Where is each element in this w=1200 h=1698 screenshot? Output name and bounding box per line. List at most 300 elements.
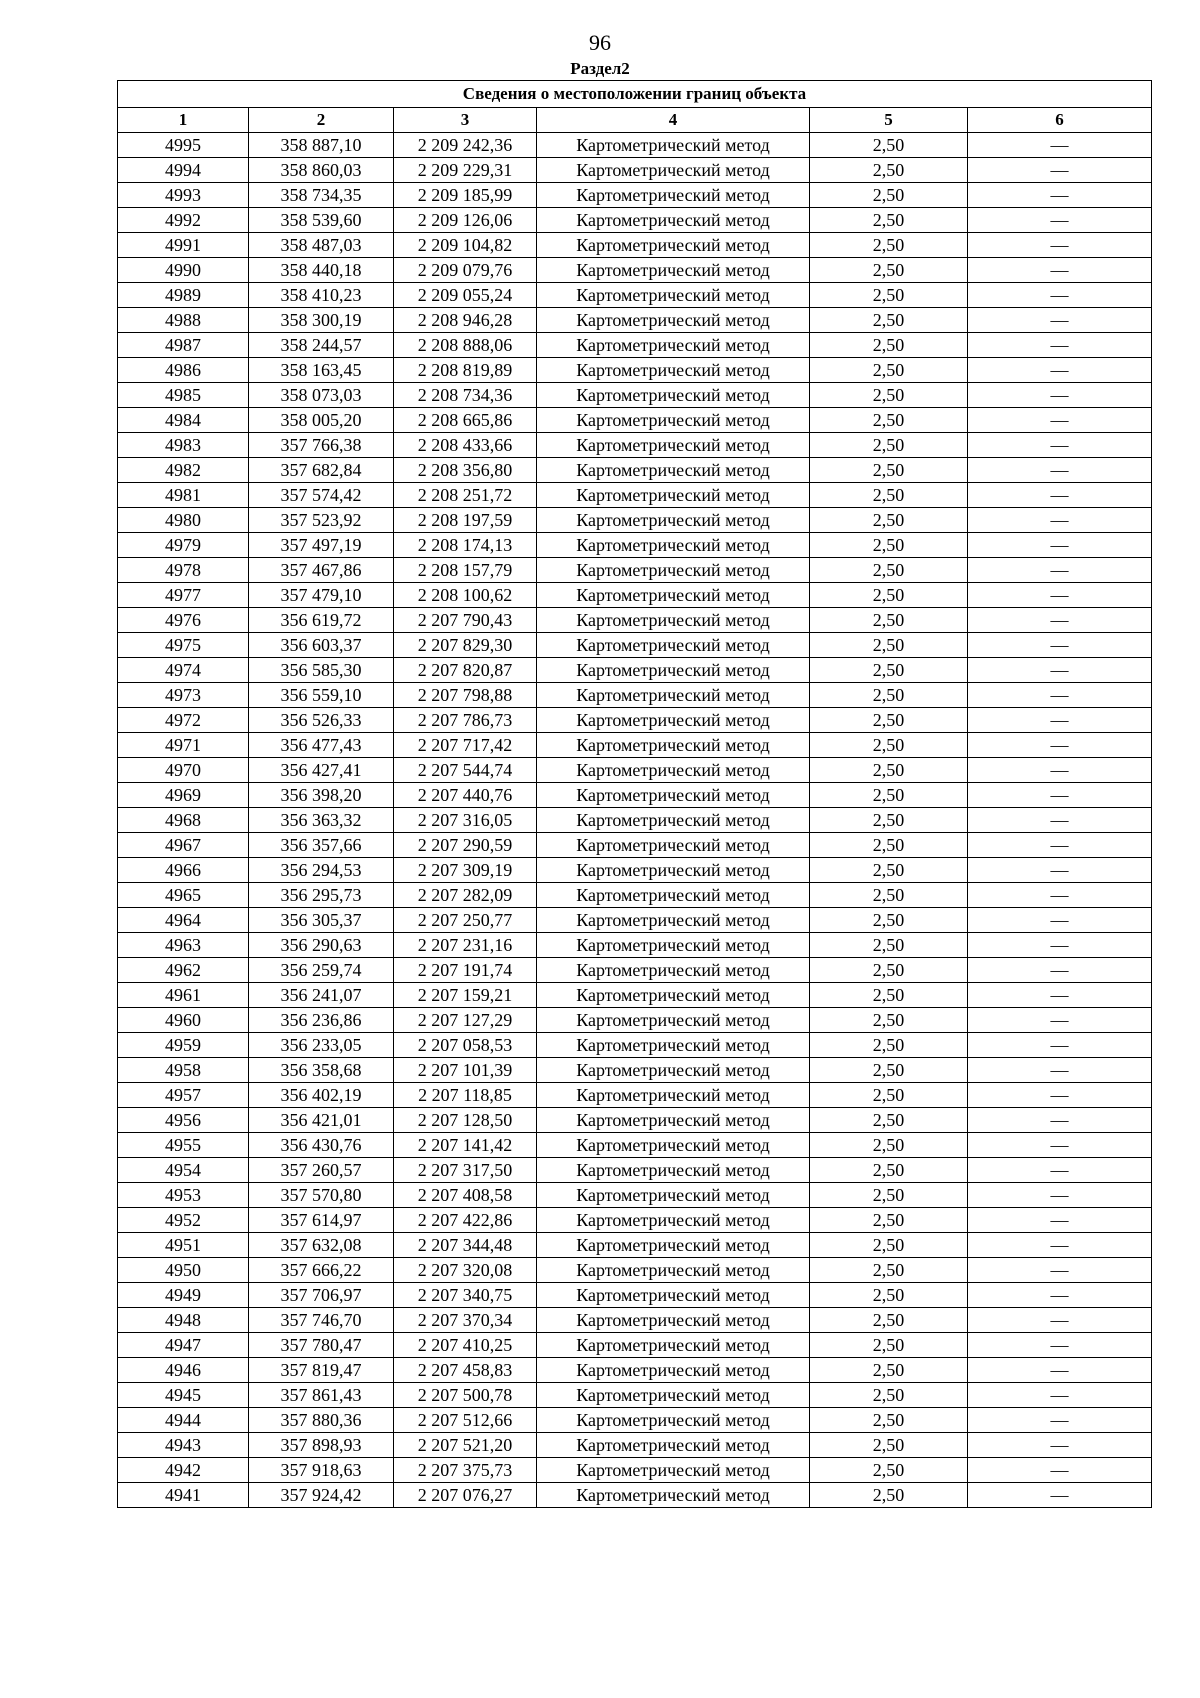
- method-cell: Картометрический метод: [537, 583, 810, 608]
- accuracy-cell: 2,50: [810, 758, 968, 783]
- point-number-cell: 4975: [118, 633, 249, 658]
- x-coordinate-cell: 358 163,45: [249, 358, 394, 383]
- x-coordinate-cell: 357 666,22: [249, 1258, 394, 1283]
- y-coordinate-cell: 2 208 819,89: [394, 358, 537, 383]
- boundary-coordinates-table: [117, 80, 1152, 1508]
- point-number-cell: 4951: [118, 1233, 249, 1258]
- point-number-cell: 4972: [118, 708, 249, 733]
- point-number-cell: 4993: [118, 183, 249, 208]
- x-coordinate-cell: 356 430,76: [249, 1133, 394, 1158]
- description-cell: —: [968, 1183, 1152, 1208]
- table-row: [118, 883, 1152, 908]
- description-cell: —: [968, 1083, 1152, 1108]
- y-coordinate-cell: 2 207 101,39: [394, 1058, 537, 1083]
- method-cell: Картометрический метод: [537, 1408, 810, 1433]
- accuracy-cell: 2,50: [810, 133, 968, 158]
- description-cell: —: [968, 1383, 1152, 1408]
- table-row: [118, 433, 1152, 458]
- y-coordinate-cell: 2 207 410,25: [394, 1333, 537, 1358]
- table-row: [118, 358, 1152, 383]
- table-row: [118, 1033, 1152, 1058]
- method-cell: Картометрический метод: [537, 908, 810, 933]
- description-cell: —: [968, 1208, 1152, 1233]
- point-number-cell: 4966: [118, 858, 249, 883]
- table-row: [118, 1308, 1152, 1333]
- method-cell: Картометрический метод: [537, 1358, 810, 1383]
- description-cell: —: [968, 1008, 1152, 1033]
- table-row: [118, 1058, 1152, 1083]
- point-number-cell: 4949: [118, 1283, 249, 1308]
- accuracy-cell: 2,50: [810, 1308, 968, 1333]
- point-number-cell: 4961: [118, 983, 249, 1008]
- method-cell: Картометрический метод: [537, 1233, 810, 1258]
- method-cell: Картометрический метод: [537, 133, 810, 158]
- x-coordinate-cell: 356 526,33: [249, 708, 394, 733]
- y-coordinate-cell: 2 207 191,74: [394, 958, 537, 983]
- table-row: [118, 683, 1152, 708]
- accuracy-cell: 2,50: [810, 208, 968, 233]
- y-coordinate-cell: 2 207 717,42: [394, 733, 537, 758]
- accuracy-cell: 2,50: [810, 1258, 968, 1283]
- accuracy-cell: 2,50: [810, 883, 968, 908]
- x-coordinate-cell: 358 410,23: [249, 283, 394, 308]
- method-cell: Картометрический метод: [537, 1158, 810, 1183]
- table-row: [118, 483, 1152, 508]
- description-cell: —: [968, 1283, 1152, 1308]
- point-number-cell: 4954: [118, 1158, 249, 1183]
- method-cell: Картометрический метод: [537, 358, 810, 383]
- description-cell: —: [968, 533, 1152, 558]
- description-cell: —: [968, 733, 1152, 758]
- x-coordinate-cell: 358 860,03: [249, 158, 394, 183]
- table-row: [118, 1158, 1152, 1183]
- description-cell: —: [968, 1233, 1152, 1258]
- description-cell: —: [968, 483, 1152, 508]
- accuracy-cell: 2,50: [810, 858, 968, 883]
- method-cell: Картометрический метод: [537, 233, 810, 258]
- description-cell: —: [968, 633, 1152, 658]
- method-cell: Картометрический метод: [537, 183, 810, 208]
- x-coordinate-cell: 357 523,92: [249, 508, 394, 533]
- method-cell: Картометрический метод: [537, 883, 810, 908]
- y-coordinate-cell: 2 207 058,53: [394, 1033, 537, 1058]
- table-row: [118, 1458, 1152, 1483]
- accuracy-cell: 2,50: [810, 258, 968, 283]
- accuracy-cell: 2,50: [810, 283, 968, 308]
- method-cell: Картометрический метод: [537, 383, 810, 408]
- table-row: [118, 283, 1152, 308]
- x-coordinate-cell: 356 241,07: [249, 983, 394, 1008]
- point-number-cell: 4970: [118, 758, 249, 783]
- table-row: [118, 908, 1152, 933]
- y-coordinate-cell: 2 207 422,86: [394, 1208, 537, 1233]
- point-number-cell: 4958: [118, 1058, 249, 1083]
- point-number-cell: 4965: [118, 883, 249, 908]
- x-coordinate-cell: 356 294,53: [249, 858, 394, 883]
- method-cell: Картометрический метод: [537, 1083, 810, 1108]
- x-coordinate-cell: 358 005,20: [249, 408, 394, 433]
- description-cell: —: [968, 208, 1152, 233]
- table-row: [118, 458, 1152, 483]
- description-cell: —: [968, 358, 1152, 383]
- y-coordinate-cell: 2 207 458,83: [394, 1358, 537, 1383]
- point-number-cell: 4974: [118, 658, 249, 683]
- table-row: [118, 833, 1152, 858]
- y-coordinate-cell: 2 208 665,86: [394, 408, 537, 433]
- accuracy-cell: 2,50: [810, 583, 968, 608]
- accuracy-cell: 2,50: [810, 808, 968, 833]
- description-cell: —: [968, 808, 1152, 833]
- table-row: [118, 783, 1152, 808]
- column-number-2: 2: [249, 108, 394, 133]
- x-coordinate-cell: 357 924,42: [249, 1483, 394, 1508]
- table-row: [118, 1408, 1152, 1433]
- accuracy-cell: 2,50: [810, 1458, 968, 1483]
- description-cell: —: [968, 283, 1152, 308]
- accuracy-cell: 2,50: [810, 1183, 968, 1208]
- accuracy-cell: 2,50: [810, 683, 968, 708]
- table-row: [118, 1383, 1152, 1408]
- table-row: [118, 308, 1152, 333]
- table-row: [118, 208, 1152, 233]
- accuracy-cell: 2,50: [810, 1133, 968, 1158]
- y-coordinate-cell: 2 207 340,75: [394, 1283, 537, 1308]
- accuracy-cell: 2,50: [810, 433, 968, 458]
- method-cell: Картометрический метод: [537, 1483, 810, 1508]
- point-number-cell: 4991: [118, 233, 249, 258]
- description-cell: —: [968, 1358, 1152, 1383]
- method-cell: Картометрический метод: [537, 483, 810, 508]
- description-cell: —: [968, 1108, 1152, 1133]
- method-cell: Картометрический метод: [537, 1058, 810, 1083]
- description-cell: —: [968, 458, 1152, 483]
- table-row: [118, 733, 1152, 758]
- x-coordinate-cell: 357 479,10: [249, 583, 394, 608]
- table-row: [118, 1008, 1152, 1033]
- y-coordinate-cell: 2 207 231,16: [394, 933, 537, 958]
- y-coordinate-cell: 2 208 946,28: [394, 308, 537, 333]
- accuracy-cell: 2,50: [810, 1083, 968, 1108]
- method-cell: Картометрический метод: [537, 308, 810, 333]
- point-number-cell: 4980: [118, 508, 249, 533]
- x-coordinate-cell: 357 570,80: [249, 1183, 394, 1208]
- accuracy-cell: 2,50: [810, 183, 968, 208]
- accuracy-cell: 2,50: [810, 233, 968, 258]
- x-coordinate-cell: 356 233,05: [249, 1033, 394, 1058]
- y-coordinate-cell: 2 208 734,36: [394, 383, 537, 408]
- accuracy-cell: 2,50: [810, 1033, 968, 1058]
- method-cell: Картометрический метод: [537, 1208, 810, 1233]
- method-cell: Картометрический метод: [537, 683, 810, 708]
- method-cell: Картометрический метод: [537, 333, 810, 358]
- point-number-cell: 4995: [118, 133, 249, 158]
- table-row: [118, 183, 1152, 208]
- accuracy-cell: 2,50: [810, 1383, 968, 1408]
- description-cell: —: [968, 1483, 1152, 1508]
- description-cell: —: [968, 308, 1152, 333]
- point-number-cell: 4956: [118, 1108, 249, 1133]
- point-number-cell: 4982: [118, 458, 249, 483]
- accuracy-cell: 2,50: [810, 383, 968, 408]
- description-cell: —: [968, 858, 1152, 883]
- accuracy-cell: 2,50: [810, 1408, 968, 1433]
- x-coordinate-cell: 358 300,19: [249, 308, 394, 333]
- x-coordinate-cell: 358 073,03: [249, 383, 394, 408]
- table-row: [118, 383, 1152, 408]
- accuracy-cell: 2,50: [810, 833, 968, 858]
- y-coordinate-cell: 2 207 820,87: [394, 658, 537, 683]
- table-row: [118, 1433, 1152, 1458]
- y-coordinate-cell: 2 207 500,78: [394, 1383, 537, 1408]
- y-coordinate-cell: 2 208 888,06: [394, 333, 537, 358]
- point-number-cell: 4957: [118, 1083, 249, 1108]
- point-number-cell: 4942: [118, 1458, 249, 1483]
- description-cell: —: [968, 708, 1152, 733]
- table-row: [118, 808, 1152, 833]
- y-coordinate-cell: 2 207 786,73: [394, 708, 537, 733]
- point-number-cell: 4978: [118, 558, 249, 583]
- y-coordinate-cell: 2 207 320,08: [394, 1258, 537, 1283]
- method-cell: Картометрический метод: [537, 808, 810, 833]
- x-coordinate-cell: 357 632,08: [249, 1233, 394, 1258]
- table-row: [118, 1183, 1152, 1208]
- point-number-cell: 4945: [118, 1383, 249, 1408]
- description-cell: —: [968, 158, 1152, 183]
- table-row: [118, 1483, 1152, 1508]
- accuracy-cell: 2,50: [810, 508, 968, 533]
- x-coordinate-cell: 357 898,93: [249, 1433, 394, 1458]
- method-cell: Картометрический метод: [537, 283, 810, 308]
- method-cell: Картометрический метод: [537, 208, 810, 233]
- y-coordinate-cell: 2 207 282,09: [394, 883, 537, 908]
- description-cell: —: [968, 783, 1152, 808]
- x-coordinate-cell: 356 585,30: [249, 658, 394, 683]
- description-cell: —: [968, 1333, 1152, 1358]
- point-number-cell: 4967: [118, 833, 249, 858]
- x-coordinate-cell: 356 477,43: [249, 733, 394, 758]
- y-coordinate-cell: 2 208 157,79: [394, 558, 537, 583]
- y-coordinate-cell: 2 209 104,82: [394, 233, 537, 258]
- table-row: [118, 1258, 1152, 1283]
- accuracy-cell: 2,50: [810, 633, 968, 658]
- method-cell: Картометрический метод: [537, 633, 810, 658]
- x-coordinate-cell: 356 357,66: [249, 833, 394, 858]
- description-cell: —: [968, 833, 1152, 858]
- description-cell: —: [968, 1308, 1152, 1333]
- x-coordinate-cell: 357 706,97: [249, 1283, 394, 1308]
- accuracy-cell: 2,50: [810, 933, 968, 958]
- x-coordinate-cell: 357 746,70: [249, 1308, 394, 1333]
- table-row: [118, 983, 1152, 1008]
- table-row: [118, 1133, 1152, 1158]
- accuracy-cell: 2,50: [810, 958, 968, 983]
- method-cell: Картометрический метод: [537, 1333, 810, 1358]
- x-coordinate-cell: 356 363,32: [249, 808, 394, 833]
- method-cell: Картометрический метод: [537, 258, 810, 283]
- point-number-cell: 4985: [118, 383, 249, 408]
- description-cell: —: [968, 233, 1152, 258]
- table-row: [118, 258, 1152, 283]
- method-cell: Картометрический метод: [537, 933, 810, 958]
- description-cell: —: [968, 258, 1152, 283]
- description-cell: —: [968, 958, 1152, 983]
- y-coordinate-cell: 2 208 356,80: [394, 458, 537, 483]
- column-number-3: 3: [394, 108, 537, 133]
- x-coordinate-cell: 357 614,97: [249, 1208, 394, 1233]
- x-coordinate-cell: 357 819,47: [249, 1358, 394, 1383]
- x-coordinate-cell: 356 358,68: [249, 1058, 394, 1083]
- description-cell: —: [968, 908, 1152, 933]
- description-cell: —: [968, 883, 1152, 908]
- column-number-6: 6: [968, 108, 1152, 133]
- y-coordinate-cell: 2 207 317,50: [394, 1158, 537, 1183]
- y-coordinate-cell: 2 208 100,62: [394, 583, 537, 608]
- point-number-cell: 4943: [118, 1433, 249, 1458]
- table-row: [118, 758, 1152, 783]
- accuracy-cell: 2,50: [810, 158, 968, 183]
- accuracy-cell: 2,50: [810, 1283, 968, 1308]
- x-coordinate-cell: 356 398,20: [249, 783, 394, 808]
- method-cell: Картометрический метод: [537, 558, 810, 583]
- point-number-cell: 4986: [118, 358, 249, 383]
- method-cell: Картометрический метод: [537, 708, 810, 733]
- accuracy-cell: 2,50: [810, 533, 968, 558]
- description-cell: —: [968, 608, 1152, 633]
- accuracy-cell: 2,50: [810, 1233, 968, 1258]
- point-number-cell: 4994: [118, 158, 249, 183]
- point-number-cell: 4969: [118, 783, 249, 808]
- point-number-cell: 4988: [118, 308, 249, 333]
- description-cell: —: [968, 1058, 1152, 1083]
- y-coordinate-cell: 2 207 118,85: [394, 1083, 537, 1108]
- method-cell: Картометрический метод: [537, 508, 810, 533]
- method-cell: Картометрический метод: [537, 1108, 810, 1133]
- table-row: [118, 1358, 1152, 1383]
- description-cell: —: [968, 1133, 1152, 1158]
- table-row: [118, 233, 1152, 258]
- x-coordinate-cell: 356 421,01: [249, 1108, 394, 1133]
- accuracy-cell: 2,50: [810, 458, 968, 483]
- y-coordinate-cell: 2 209 229,31: [394, 158, 537, 183]
- point-number-cell: 4990: [118, 258, 249, 283]
- point-number-cell: 4984: [118, 408, 249, 433]
- x-coordinate-cell: 357 780,47: [249, 1333, 394, 1358]
- y-coordinate-cell: 2 209 185,99: [394, 183, 537, 208]
- accuracy-cell: 2,50: [810, 908, 968, 933]
- page-number: 96: [589, 30, 611, 55]
- method-cell: Картометрический метод: [537, 1133, 810, 1158]
- method-cell: Картометрический метод: [537, 958, 810, 983]
- accuracy-cell: 2,50: [810, 333, 968, 358]
- point-number-cell: 4989: [118, 283, 249, 308]
- x-coordinate-cell: 358 487,03: [249, 233, 394, 258]
- accuracy-cell: 2,50: [810, 983, 968, 1008]
- accuracy-cell: 2,50: [810, 1433, 968, 1458]
- point-number-cell: 4983: [118, 433, 249, 458]
- point-number-cell: 4977: [118, 583, 249, 608]
- x-coordinate-cell: 357 574,42: [249, 483, 394, 508]
- point-number-cell: 4944: [118, 1408, 249, 1433]
- y-coordinate-cell: 2 207 512,66: [394, 1408, 537, 1433]
- column-number-5: 5: [810, 108, 968, 133]
- accuracy-cell: 2,50: [810, 1483, 968, 1508]
- y-coordinate-cell: 2 207 370,34: [394, 1308, 537, 1333]
- column-number-4: 4: [537, 108, 810, 133]
- description-cell: —: [968, 583, 1152, 608]
- point-number-cell: 4968: [118, 808, 249, 833]
- x-coordinate-cell: 356 402,19: [249, 1083, 394, 1108]
- column-number-1: 1: [118, 108, 249, 133]
- x-coordinate-cell: 358 440,18: [249, 258, 394, 283]
- method-cell: Картометрический метод: [537, 858, 810, 883]
- table-row: [118, 1083, 1152, 1108]
- point-number-cell: 4971: [118, 733, 249, 758]
- y-coordinate-cell: 2 208 251,72: [394, 483, 537, 508]
- x-coordinate-cell: 357 880,36: [249, 1408, 394, 1433]
- description-cell: —: [968, 683, 1152, 708]
- method-cell: Картометрический метод: [537, 1183, 810, 1208]
- point-number-cell: 4987: [118, 333, 249, 358]
- y-coordinate-cell: 2 209 055,24: [394, 283, 537, 308]
- y-coordinate-cell: 2 207 250,77: [394, 908, 537, 933]
- y-coordinate-cell: 2 207 440,76: [394, 783, 537, 808]
- method-cell: Картометрический метод: [537, 608, 810, 633]
- column-number-row: [118, 108, 1152, 133]
- accuracy-cell: 2,50: [810, 608, 968, 633]
- x-coordinate-cell: 356 295,73: [249, 883, 394, 908]
- table-row: [118, 408, 1152, 433]
- accuracy-cell: 2,50: [810, 358, 968, 383]
- description-cell: —: [968, 758, 1152, 783]
- x-coordinate-cell: 356 559,10: [249, 683, 394, 708]
- x-coordinate-cell: 356 259,74: [249, 958, 394, 983]
- accuracy-cell: 2,50: [810, 1333, 968, 1358]
- x-coordinate-cell: 357 918,63: [249, 1458, 394, 1483]
- accuracy-cell: 2,50: [810, 1108, 968, 1133]
- method-cell: Картометрический метод: [537, 833, 810, 858]
- accuracy-cell: 2,50: [810, 558, 968, 583]
- table-row: [118, 708, 1152, 733]
- x-coordinate-cell: 356 290,63: [249, 933, 394, 958]
- point-number-cell: 4953: [118, 1183, 249, 1208]
- point-number-cell: 4960: [118, 1008, 249, 1033]
- y-coordinate-cell: 2 207 316,05: [394, 808, 537, 833]
- point-number-cell: 4950: [118, 1258, 249, 1283]
- x-coordinate-cell: 356 603,37: [249, 633, 394, 658]
- x-coordinate-cell: 357 766,38: [249, 433, 394, 458]
- y-coordinate-cell: 2 207 127,29: [394, 1008, 537, 1033]
- method-cell: Картометрический метод: [537, 158, 810, 183]
- y-coordinate-cell: 2 207 309,19: [394, 858, 537, 883]
- point-number-cell: 4948: [118, 1308, 249, 1333]
- method-cell: Картометрический метод: [537, 983, 810, 1008]
- y-coordinate-cell: 2 207 829,30: [394, 633, 537, 658]
- point-number-cell: 4992: [118, 208, 249, 233]
- y-coordinate-cell: 2 207 128,50: [394, 1108, 537, 1133]
- y-coordinate-cell: 2 208 174,13: [394, 533, 537, 558]
- y-coordinate-cell: 2 207 141,42: [394, 1133, 537, 1158]
- accuracy-cell: 2,50: [810, 308, 968, 333]
- table-row: [118, 583, 1152, 608]
- description-cell: —: [968, 383, 1152, 408]
- x-coordinate-cell: 356 236,86: [249, 1008, 394, 1033]
- description-cell: —: [968, 1408, 1152, 1433]
- method-cell: Картометрический метод: [537, 1433, 810, 1458]
- point-number-cell: 4976: [118, 608, 249, 633]
- y-coordinate-cell: 2 207 076,27: [394, 1483, 537, 1508]
- accuracy-cell: 2,50: [810, 1058, 968, 1083]
- table-row: [118, 1208, 1152, 1233]
